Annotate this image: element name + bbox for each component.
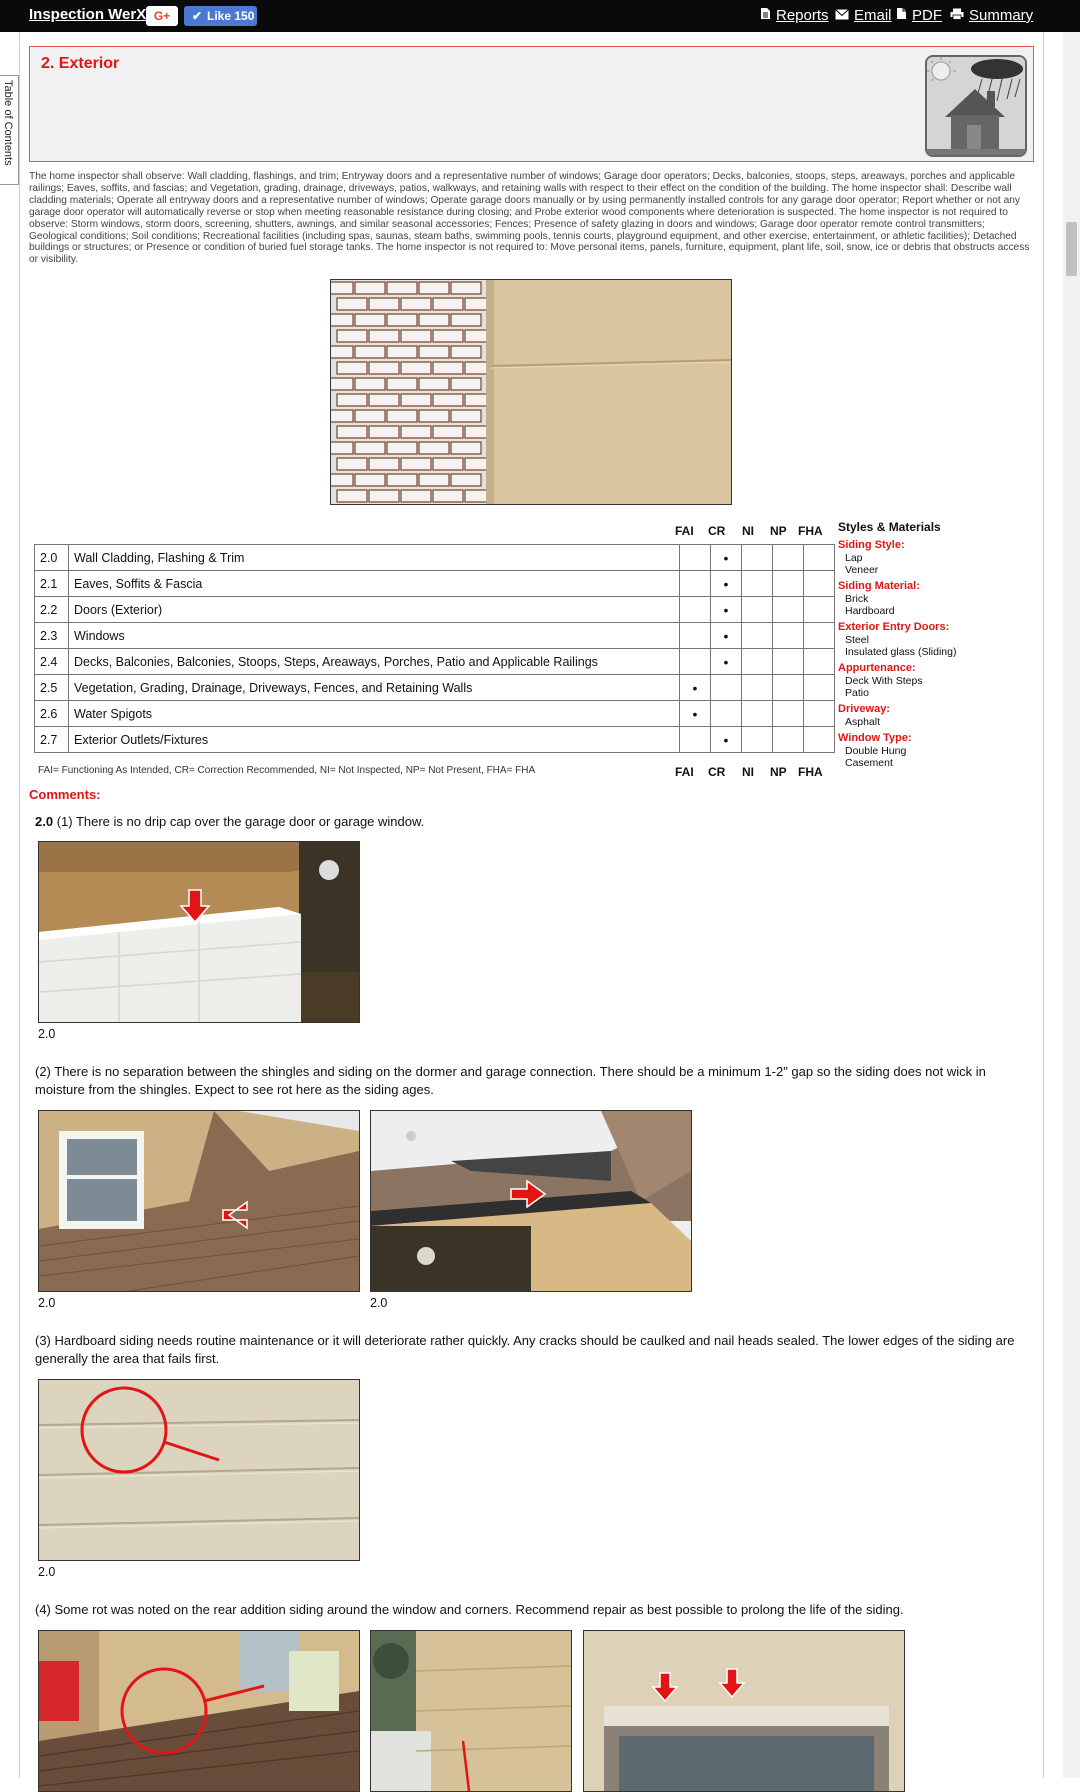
rating-cell-ni (742, 597, 773, 623)
styles-value: Insulated glass (Sliding) (845, 646, 957, 658)
rating-cell-ni (742, 649, 773, 675)
row-description: Eaves, Soffits & Fascia (69, 571, 680, 597)
styles-group (838, 621, 1018, 658)
comment-4-text: (4) Some rot was noted on the rear addition siding around the window and corners. Recommend repair as best possible to prolong the life of the siding. (35, 1602, 904, 1617)
facebook-like-button[interactable] (184, 6, 257, 26)
column-footer-cr: CR (708, 765, 726, 779)
styles-group-label: Appurtenance: (838, 662, 916, 674)
row-description: Doors (Exterior) (69, 597, 680, 623)
column-footer-fai: FAI (675, 765, 694, 779)
styles-group (838, 539, 1018, 576)
comment-1-text: (1) There is no drip cap over the garage door or garage window. (53, 814, 425, 829)
printer-icon (950, 8, 964, 20)
styles-value: Brick (845, 593, 869, 605)
comment-item-number: 2.0 (35, 814, 54, 829)
comment-2-text: (2) There is no separation between the shingles and siding on the dormer and garage connection. There should be a minimum 1-2" gap so the siding does not wick in moisture from the shingles. Expect to see rot here as the siding ages. (35, 1064, 986, 1097)
summary-label: Summary (969, 7, 1034, 24)
rating-cell-fai (680, 545, 711, 571)
scrollbar-thumb[interactable] (1066, 222, 1077, 276)
document-icon (760, 7, 771, 20)
content-right-border (1043, 32, 1044, 1778)
rating-cell-np (773, 623, 804, 649)
row-number: 2.1 (35, 571, 69, 597)
row-description: Windows (69, 623, 680, 649)
table-row (35, 675, 835, 701)
row-number: 2.0 (35, 545, 69, 571)
styles-value: Casement (845, 757, 893, 769)
styles-group (838, 662, 1018, 699)
styles-value: Hardboard (845, 605, 895, 617)
column-header-ni: NI (742, 524, 754, 538)
table-row (35, 545, 835, 571)
styles-value: Deck With Steps (845, 675, 923, 687)
column-header-fha: FHA (798, 524, 823, 538)
photo-caption: 2.0 (38, 1565, 56, 1579)
row-number: 2.3 (35, 623, 69, 649)
styles-group (838, 580, 1018, 617)
rating-cell-fai (680, 649, 711, 675)
comment-photo-hardboard-siding[interactable] (38, 1379, 360, 1561)
comment-photo-window-trim-rot[interactable] (583, 1630, 905, 1792)
table-row (35, 597, 835, 623)
rating-cell-cr (711, 701, 742, 727)
comment-photo-dormer-shingles[interactable] (38, 1110, 360, 1292)
table-row (35, 727, 835, 753)
rating-cell-fha (804, 649, 835, 675)
rating-cell-fha (804, 727, 835, 753)
top-navigation-bar (0, 0, 1080, 32)
photo-caption: 2.0 (38, 1027, 56, 1041)
column-footer-np: NP (770, 765, 787, 779)
table-row (35, 701, 835, 727)
rating-cell-ni (742, 623, 773, 649)
table-row (35, 649, 835, 675)
comment-3-text: (3) Hardboard siding needs routine maintenance or it will deteriorate rather quickly. Any cracks should be caulked and nail heads sealed. The lower edges of the siding are generally the area that fails first. (35, 1333, 1015, 1366)
rating-cell-fha (804, 701, 835, 727)
styles-group-label: Siding Style: (838, 539, 905, 551)
rating-cell-cr (711, 675, 742, 701)
pdf-label: PDF (912, 7, 942, 24)
email-link[interactable] (835, 7, 892, 24)
rating-cell-fha (804, 571, 835, 597)
column-header-np: NP (770, 524, 787, 538)
styles-group-label: Driveway: (838, 703, 890, 715)
content-left-border (19, 32, 20, 1778)
row-number: 2.4 (35, 649, 69, 675)
ratings-table (34, 544, 835, 753)
rating-cell-fai (680, 571, 711, 597)
row-description: Decks, Balconies, Balconies, Stoops, Steps, Areaways, Porches, Patio and Applicable Railings (69, 649, 680, 675)
summary-link[interactable] (950, 7, 1033, 24)
row-description: Exterior Outlets/Fixtures (69, 727, 680, 753)
rating-cell-fha (804, 545, 835, 571)
brand-link[interactable]: Inspection WerX (29, 6, 147, 23)
rating-cell-fai (680, 597, 711, 623)
email-label: Email (854, 7, 892, 24)
row-description: Water Spigots (69, 701, 680, 727)
styles-value: Patio (845, 687, 869, 699)
rating-cell-ni (742, 675, 773, 701)
column-header-cr: CR (708, 524, 726, 538)
checkmark-icon: ✔ (192, 9, 203, 23)
table-of-contents-tab[interactable] (0, 75, 19, 185)
photo-caption: 2.0 (370, 1296, 388, 1310)
pdf-icon (896, 7, 907, 20)
rating-cell-fai (680, 623, 711, 649)
rating-cell-fha (804, 597, 835, 623)
rating-cell-np (773, 597, 804, 623)
rating-cell-cr: • (711, 649, 742, 675)
styles-group (838, 703, 1018, 728)
rating-cell-cr: • (711, 545, 742, 571)
page-scrollbar[interactable] (1063, 32, 1080, 1778)
section-photo-brick-siding (330, 279, 732, 505)
column-footer-fha: FHA (798, 765, 823, 779)
section-title: 2. Exterior (41, 55, 120, 72)
photo-caption: 2.0 (38, 1296, 56, 1310)
rating-cell-cr: • (711, 597, 742, 623)
row-description: Vegetation, Grading, Drainage, Driveways, Fences, and Retaining Walls (69, 675, 680, 701)
rating-cell-ni (742, 727, 773, 753)
rating-cell-np (773, 675, 804, 701)
rating-cell-np (773, 701, 804, 727)
styles-group-label: Exterior Entry Doors: (838, 621, 950, 633)
comments-heading: Comments: (29, 787, 101, 802)
table-row (35, 571, 835, 597)
rating-cell-cr: • (711, 623, 742, 649)
rating-cell-np (773, 571, 804, 597)
rating-cell-cr: • (711, 727, 742, 753)
rating-cell-fai: • (680, 675, 711, 701)
comment-photo-rear-window-corner[interactable] (370, 1630, 572, 1792)
toc-tab-label: Table of Contents (2, 80, 14, 166)
like-label: Like 150 (207, 9, 255, 23)
rating-cell-np (773, 727, 804, 753)
section-header (29, 46, 1034, 162)
styles-value: Veneer (845, 564, 879, 576)
rating-cell-cr: • (711, 571, 742, 597)
table-row (35, 623, 835, 649)
envelope-icon (835, 9, 849, 20)
row-number: 2.6 (35, 701, 69, 727)
rating-cell-np (773, 649, 804, 675)
comment-photo-garage-door[interactable] (38, 841, 360, 1023)
reports-label: Reports (776, 7, 829, 24)
styles-group (838, 732, 1018, 769)
ratings-legend: FAI= Functioning As Intended, CR= Correction Recommended, NI= Not Inspected, NP= Not Present, FHA= FHA (38, 765, 536, 776)
styles-value: Steel (845, 634, 869, 646)
google-plus-button[interactable]: G+ (146, 6, 178, 26)
column-footer-ni: NI (742, 765, 754, 779)
rating-cell-fha (804, 675, 835, 701)
styles-value: Asphalt (845, 716, 881, 728)
comment-photo-rear-deck[interactable] (38, 1630, 360, 1792)
row-number: 2.2 (35, 597, 69, 623)
styles-value: Double Hung (845, 745, 907, 757)
rating-cell-ni (742, 701, 773, 727)
comment-1 (35, 813, 1025, 831)
rating-cell-fai (680, 727, 711, 753)
styles-materials-panel (838, 520, 1018, 773)
section-intro-text: The home inspector shall observe: Wall cladding, flashings, and trim; Entryway doors and a representative number of windows; Garage door operators; Decks, balconies, stoops, steps, areaways, porches and applicable railings; Eaves, soffits, and fascias; and Vegetation, grading, drainage, driveways, patios, walkways, and retaining walls with respect to their effect on the condition of the building. The home inspector shall: Describe wall cladding materials; Operate all entryway doors and a representative number of windows; Operate garage doors manually or by using permanently installed controls for any garage door operator; Report whether or not any garage door operator will automatically reverse or stop when meeting reasonable resistance during closing; and Probe exterior wood components where deterioration is suspected. The home inspector is not required to observe: Storm windows, storm doors, screening, shutters, awnings, and similar seasonal accessories; Fences; Presence of safety glazing in doors and windows; Garage door operator remote control transmitters; Geological conditions; Soil conditions; Recreational facilities (including spas, saunas, steam baths, swimming pools, tennis courts, playground equipment, and other exercise, entertainment, or athletic facilities); Detached buildings or structures; or Presence or condition of buried fuel storage tanks. The home inspector is not required to: Move personal items, panels, furniture, equipment, plant life, soil, snow, ice or debris that obstructs access or visibility. (29, 171, 1030, 266)
rating-cell-np (773, 545, 804, 571)
row-description: Wall Cladding, Flashing & Trim (69, 545, 680, 571)
rating-cell-fha (804, 623, 835, 649)
house-rain-icon (925, 55, 1027, 157)
rating-cell-ni (742, 545, 773, 571)
row-number: 2.5 (35, 675, 69, 701)
styles-group-label: Window Type: (838, 732, 912, 744)
pdf-link[interactable] (896, 7, 942, 24)
rating-cell-ni (742, 571, 773, 597)
row-number: 2.7 (35, 727, 69, 753)
styles-materials-title: Styles & Materials (838, 520, 941, 534)
column-header-fai: FAI (675, 524, 694, 538)
reports-link[interactable] (760, 7, 829, 24)
styles-value: Lap (845, 552, 863, 564)
comment-photo-garage-roof[interactable] (370, 1110, 692, 1292)
rating-cell-fai: • (680, 701, 711, 727)
styles-group-label: Siding Material: (838, 580, 920, 592)
